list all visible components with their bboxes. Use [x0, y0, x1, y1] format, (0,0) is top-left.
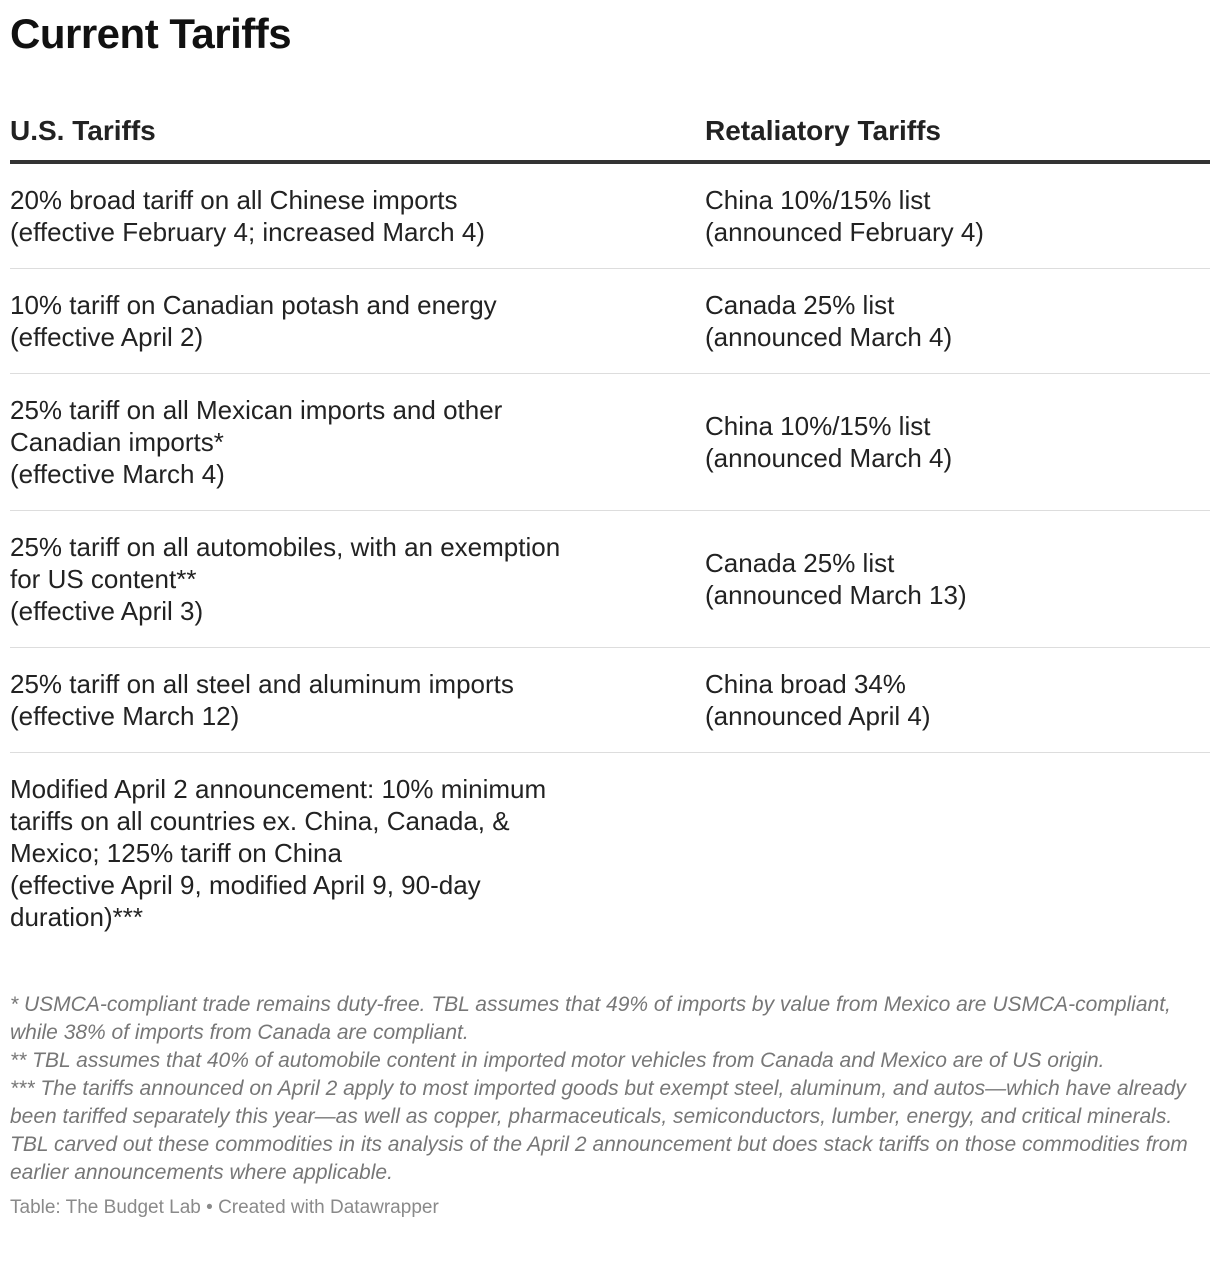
us-tariff-cell	[10, 374, 705, 511]
column-header-retaliatory-tariffs: Retaliatory Tariffs	[705, 116, 1210, 162]
cell-text-line: 25% tariff on all Mexican imports and other	[10, 395, 503, 425]
header-row	[10, 116, 1210, 162]
source-credit: Table: The Budget Lab • Created with Datawrapper	[10, 1197, 439, 1218]
table-row	[10, 374, 1210, 511]
cell-text-line: China 10%/15% list	[705, 411, 931, 441]
cell-text-line: (effective April 3)	[10, 596, 204, 626]
retaliatory-tariff-cell	[705, 269, 1210, 374]
cell-text-line: China 10%/15% list	[705, 185, 931, 215]
us-tariff-cell	[10, 511, 705, 648]
cell-text-line: 25% tariff on all steel and aluminum imports	[10, 669, 514, 699]
us-tariff-cell	[10, 753, 705, 954]
cell-text-line: Mexico; 125% tariff on China	[10, 838, 342, 868]
retaliatory-tariff-cell	[705, 753, 1210, 954]
us-tariff-cell	[10, 648, 705, 753]
cell-text-line: Canada 25% list	[705, 548, 895, 578]
retaliatory-tariff-cell	[705, 162, 1210, 269]
us-tariff-cell	[10, 269, 705, 374]
cell-text-line: 20% broad tariff on all Chinese imports	[10, 185, 458, 215]
table-title: Current Tariffs	[10, 10, 292, 57]
cell-text-line: duration)***	[10, 902, 143, 932]
table-row	[10, 648, 1210, 753]
cell-text-line: (announced March 4)	[705, 443, 953, 473]
tariffs-table	[10, 116, 1210, 953]
cell-text-line: tariffs on all countries ex. China, Canada, &	[10, 806, 510, 836]
us-tariff-cell	[10, 162, 705, 269]
retaliatory-tariff-cell	[705, 374, 1210, 511]
footnote: ** TBL assumes that 40% of automobile content in imported motor vehicles from Canada and Mexico are of US origin.	[10, 1049, 1105, 1072]
table-row	[10, 162, 1210, 269]
cell-text-line: China broad 34%	[705, 669, 906, 699]
retaliatory-tariff-cell	[705, 648, 1210, 753]
cell-text-line: (announced March 4)	[705, 322, 953, 352]
cell-text-line: (effective April 2)	[10, 322, 204, 352]
table-row	[10, 511, 1210, 648]
cell-text-line: (effective February 4; increased March 4)	[10, 217, 485, 247]
table-body	[10, 162, 1210, 953]
footnotes	[10, 991, 1210, 1187]
cell-text-line: (announced February 4)	[705, 217, 984, 247]
column-header-us-tariffs: U.S. Tariffs	[10, 116, 705, 162]
table-row	[10, 269, 1210, 374]
cell-text-line: (effective April 9, modified April 9, 90-day	[10, 870, 481, 900]
retaliatory-tariff-cell	[705, 511, 1210, 648]
footnote: *** The tariffs announced on April 2 apply to most imported goods but exempt steel, aluminum, and autos—which have already been tariffed separately this year—as well as copper, pharmaceuticals, semiconductors, lumber, energy, and critical minerals. TBL carved out these commodities in its analysis of the April 2 announcement but does stack tariffs on those commodities from earlier announcements where applicable.	[10, 1077, 1188, 1184]
cell-text-line: Canada 25% list	[705, 290, 895, 320]
cell-text-line: (announced April 4)	[705, 701, 931, 731]
footnote: * USMCA-compliant trade remains duty-free. TBL assumes that 49% of imports by value from Mexico are USMCA-compliant, while 38% of imports from Canada are compliant.	[10, 993, 1171, 1044]
cell-text-line: 10% tariff on Canadian potash and energy	[10, 290, 497, 320]
cell-text-line: Canadian imports*	[10, 427, 224, 457]
cell-text-line: 25% tariff on all automobiles, with an exemption	[10, 532, 561, 562]
table-row	[10, 753, 1210, 954]
cell-text-line: (effective March 12)	[10, 701, 240, 731]
cell-text-line: (announced March 13)	[705, 580, 967, 610]
cell-text-line: for US content**	[10, 564, 197, 594]
cell-text-line: (effective March 4)	[10, 459, 225, 489]
cell-text-line: Modified April 2 announcement: 10% minimum	[10, 774, 547, 804]
